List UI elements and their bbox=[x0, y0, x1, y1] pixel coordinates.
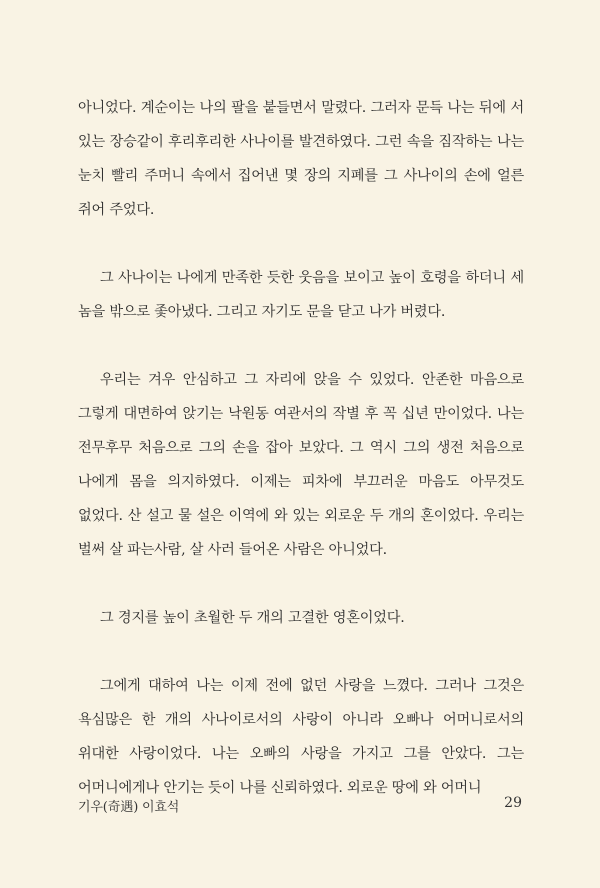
paragraph: 그 사나이는 나에게 만족한 듯한 웃음을 보이고 높이 호령을 하더니 세 놈을 밖으로 좇아냈다. 그리고 자기도 문을 닫고 나가 버렸다. bbox=[78, 270, 524, 320]
body-text bbox=[78, 91, 524, 805]
paragraph: 그 경지를 높이 초월한 두 개의 고결한 영혼이었다. bbox=[100, 610, 405, 626]
paragraph: 우리는 겨우 안심하고 그 자리에 앉을 수 있었다. 안존한 마음으로 그렇게 대면하여 앉기는 낙원동 여관서의 작별 후 꼭 십년 만이었다. 나는 전무후무 처음으로 그의 손을 잡아 보았다. 그 역시 그의 생전 처음으로 나에게 몸을 의지하였다. 이제는 피차에 부끄러운 마음도 아무것도 없었다. 산 설고 물 설은 이역에 와 있는 외로운 두 개의 혼이었다. 우리는 벌써 살 파는사람, 살 사러 들어온 사람은 아니었다. bbox=[78, 372, 524, 558]
running-footer-title: 기우(奇遇) 이효석 bbox=[78, 800, 180, 815]
paragraph: 그에게 대하여 나는 이제 전에 없던 사랑을 느꼈다. 그러나 그것은 욕심많은 한 개의 사나이로서의 사랑이 아니라 오빠나 어머니로서의 위대한 사랑이었다. 나는 오빠의 사랑을 가지고 그를 안았다. 그는 어머니에게나 안기는 듯이 나를 신뢰하였다. 외로운 땅에 와 어머니 bbox=[78, 678, 524, 796]
page-number: 29 bbox=[504, 795, 522, 811]
paragraph: 아니었다. 계순이는 나의 팔을 붙들면서 말렸다. 그러자 문득 나는 뒤에 서 있는 장승같이 후리후리한 사나이를 발견하였다. 그런 속을 짐작하는 나는 눈치 빨리 주머니 속에서 집어낸 몇 장의 지폐를 그 사나이의 손에 얼른 쥐어 주었다. bbox=[78, 100, 524, 218]
